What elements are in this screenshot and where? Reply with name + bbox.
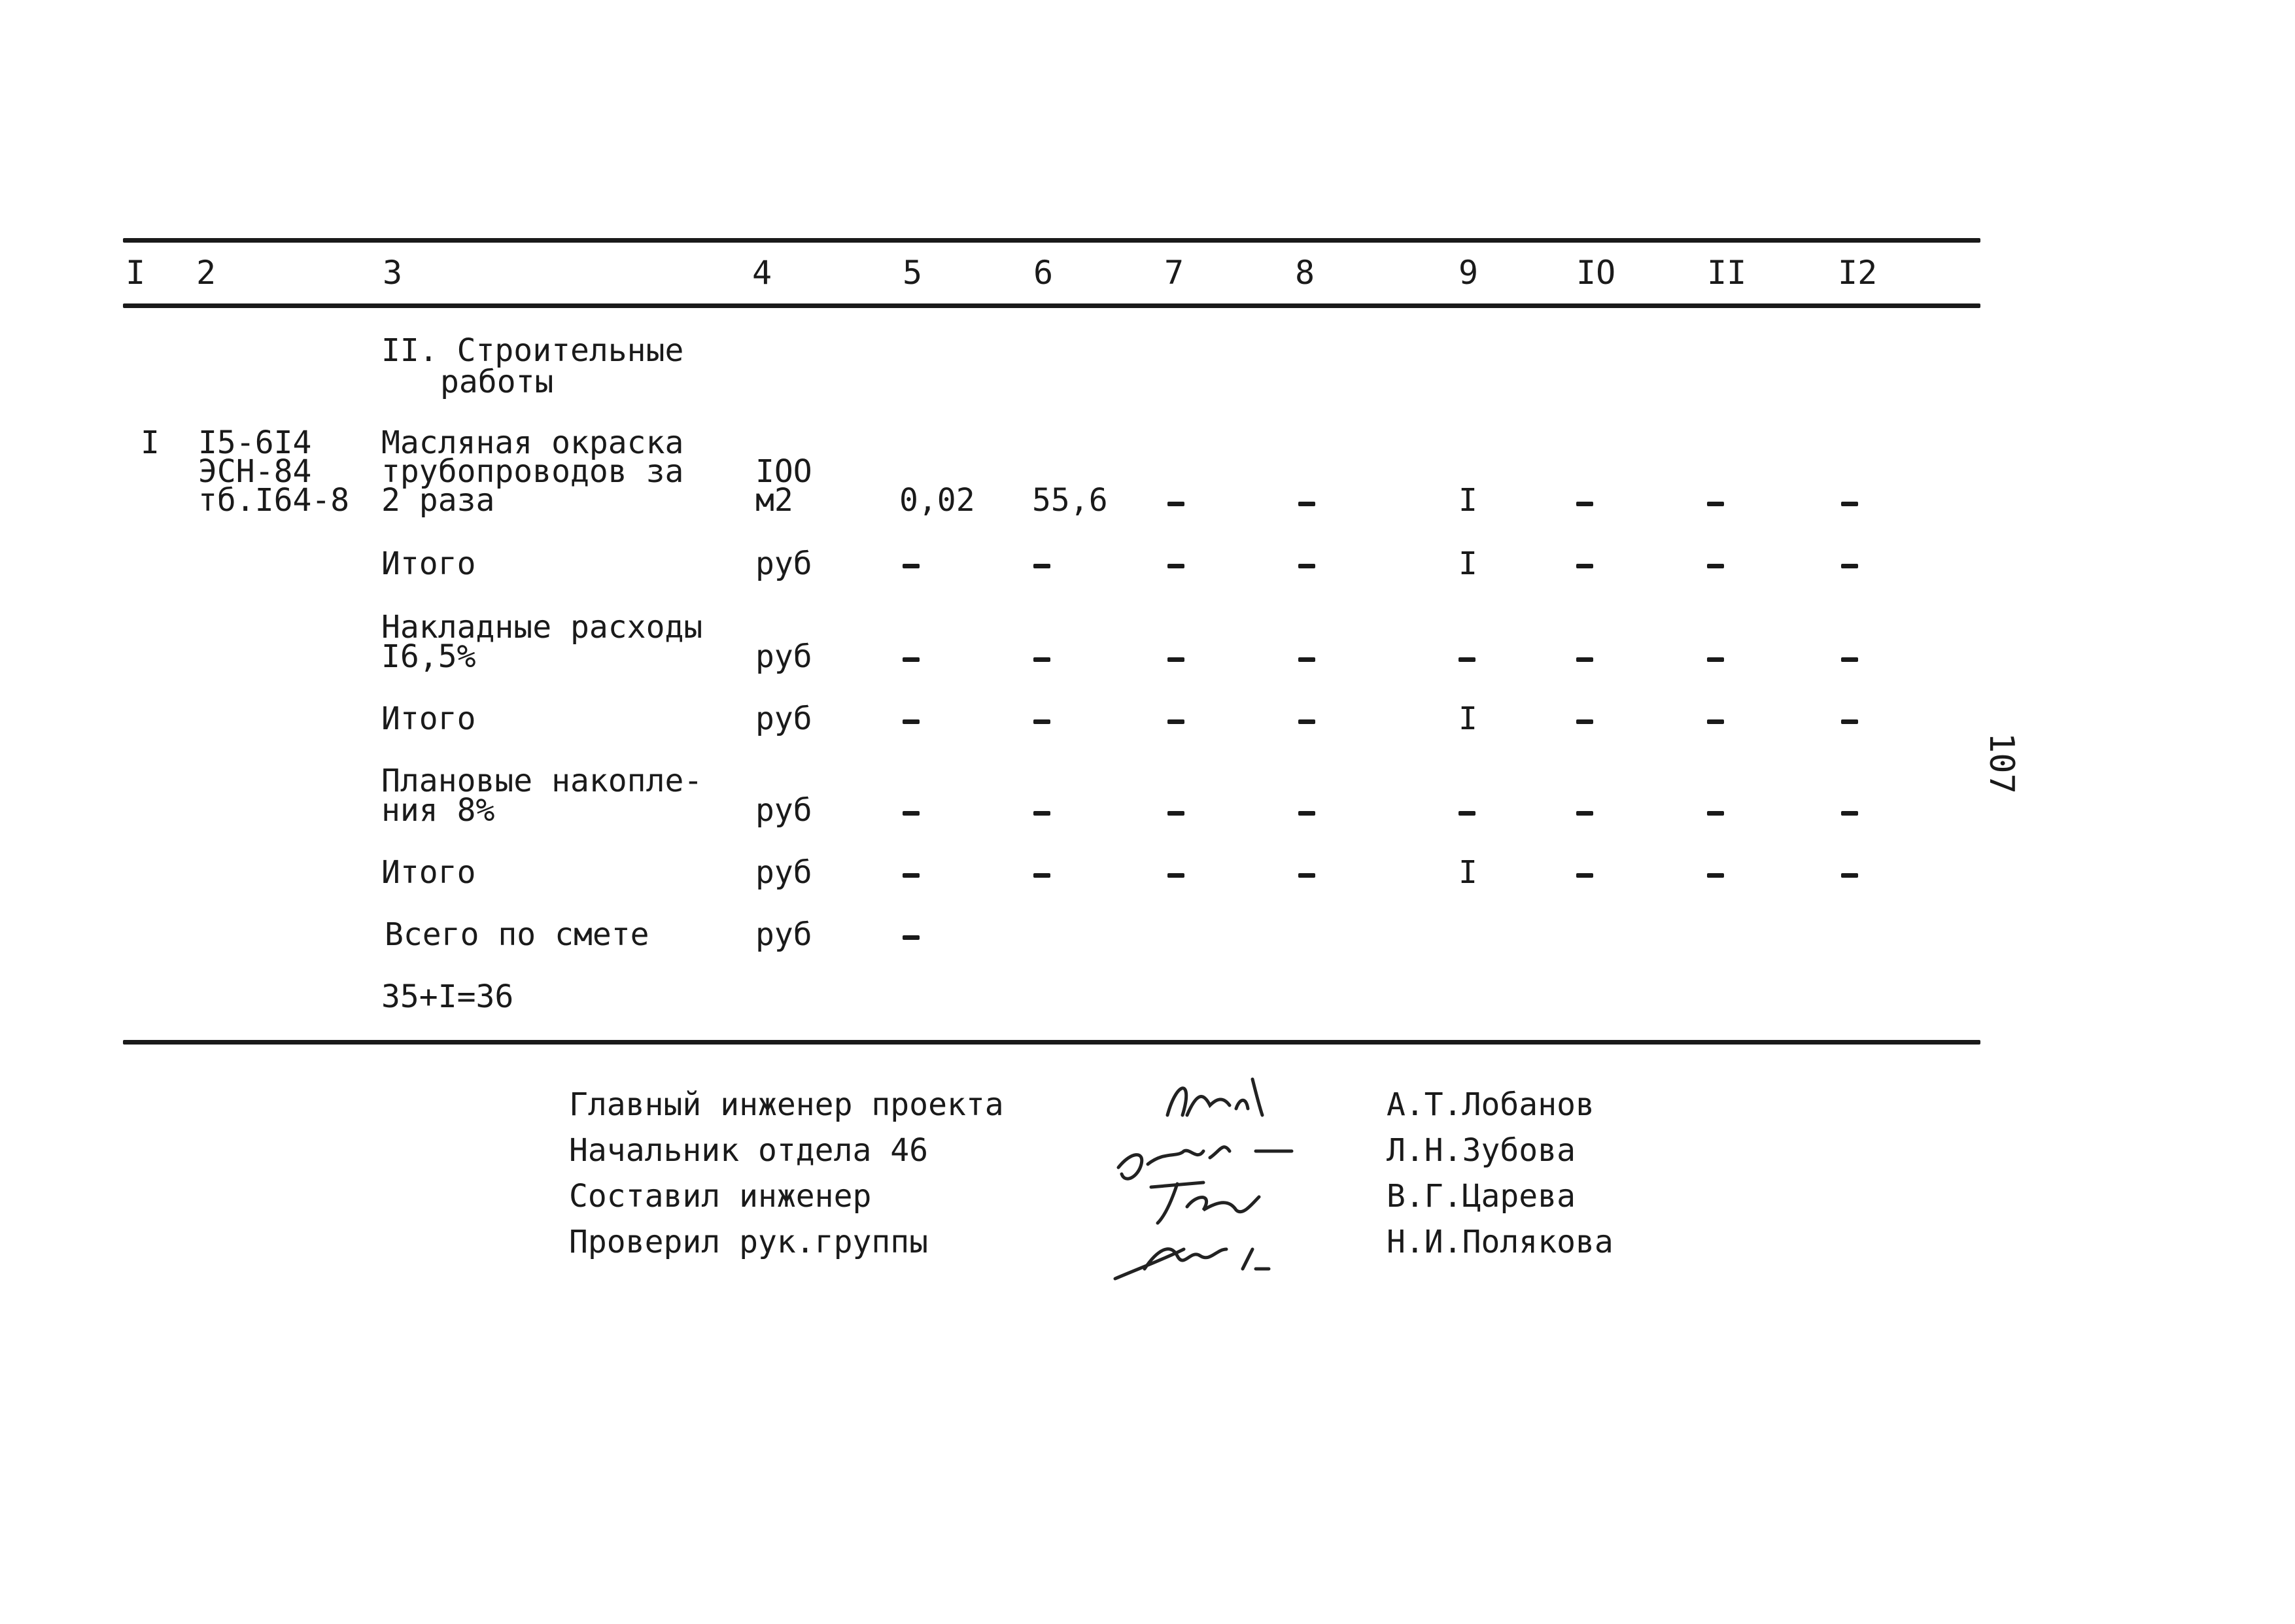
row-name-line: Итого bbox=[381, 545, 476, 582]
signature-name: А.Т.Лобанов bbox=[1387, 1086, 1595, 1123]
empty-dash bbox=[1033, 657, 1050, 662]
column-header: 5 bbox=[903, 254, 923, 292]
empty-dash bbox=[1298, 873, 1315, 878]
column-header: 4 bbox=[752, 254, 772, 292]
row-code-line: I5-6I4 bbox=[198, 424, 312, 461]
row-unit-line: руб bbox=[755, 638, 812, 675]
empty-dash bbox=[1707, 564, 1724, 568]
signature-role: Начальник отдела 46 bbox=[569, 1132, 929, 1169]
signature-name: В.Г.Царева bbox=[1387, 1178, 1576, 1215]
row-name-line: Плановые накопле- bbox=[381, 763, 703, 799]
column-header: 3 bbox=[383, 254, 403, 292]
empty-dash bbox=[1298, 719, 1315, 724]
column-header: I bbox=[126, 254, 146, 292]
empty-dash bbox=[903, 657, 920, 662]
section-title-line: II. Строительные bbox=[381, 332, 684, 369]
row-unit-line: руб bbox=[755, 854, 812, 891]
empty-dash bbox=[1707, 657, 1724, 662]
column-header: 6 bbox=[1033, 254, 1054, 292]
empty-dash bbox=[1707, 502, 1724, 506]
section-title-line: работы bbox=[440, 364, 554, 400]
empty-dash bbox=[1707, 719, 1724, 724]
empty-dash bbox=[1707, 811, 1724, 816]
signature-name: Н.И.Полякова bbox=[1387, 1224, 1613, 1260]
column-header: 7 bbox=[1164, 254, 1184, 292]
row-name-line: Масляная окраска bbox=[381, 424, 684, 461]
cell-col6: 55,6 bbox=[1032, 482, 1108, 519]
row-name-line: 2 раза bbox=[381, 482, 495, 519]
cell-col9: I bbox=[1458, 545, 1477, 582]
empty-dash bbox=[1033, 564, 1050, 568]
empty-dash bbox=[1033, 811, 1050, 816]
empty-dash bbox=[1033, 719, 1050, 724]
row-name-line: Итого bbox=[381, 700, 476, 737]
signature-name: Л.Н.Зубова bbox=[1387, 1132, 1576, 1169]
table-header-rule bbox=[123, 303, 1980, 308]
row-name-line: Накладные расходы bbox=[381, 609, 703, 646]
empty-dash bbox=[1458, 657, 1475, 662]
cell-col9: I bbox=[1458, 700, 1477, 737]
row-number: I bbox=[141, 424, 160, 461]
row-unit-line: м2 bbox=[755, 482, 793, 519]
row-name-line: ния 8% bbox=[381, 792, 495, 829]
empty-dash bbox=[1576, 719, 1593, 724]
empty-dash bbox=[1167, 657, 1184, 662]
row-name-line: 35+I=36 bbox=[381, 978, 514, 1015]
empty-dash bbox=[1458, 811, 1475, 816]
empty-dash bbox=[903, 873, 920, 878]
cell-col9: I bbox=[1458, 482, 1477, 519]
empty-dash bbox=[1841, 502, 1858, 506]
column-header: 2 bbox=[196, 254, 216, 292]
empty-dash bbox=[1841, 811, 1858, 816]
empty-dash bbox=[1576, 564, 1593, 568]
handwritten-signatures bbox=[1105, 1053, 1354, 1302]
row-unit-line: руб bbox=[755, 545, 812, 582]
row-name-line: трубопроводов за bbox=[381, 453, 684, 490]
empty-dash bbox=[1841, 564, 1858, 568]
row-unit-line: руб bbox=[755, 792, 812, 829]
signature-role: Главный инженер проекта bbox=[569, 1086, 1004, 1123]
empty-dash bbox=[1841, 719, 1858, 724]
empty-dash bbox=[903, 564, 920, 568]
cell-col9: I bbox=[1458, 854, 1477, 891]
column-header: 8 bbox=[1295, 254, 1315, 292]
row-name-line: Итого bbox=[381, 854, 476, 891]
row-unit-line: IOO bbox=[755, 453, 812, 490]
row-code-line: тб.I64-8 bbox=[198, 482, 350, 519]
empty-dash bbox=[1576, 657, 1593, 662]
empty-dash bbox=[1298, 811, 1315, 816]
column-header: II bbox=[1707, 254, 1747, 292]
signature-role: Проверил рук.группы bbox=[569, 1224, 929, 1260]
column-header: IO bbox=[1576, 254, 1616, 292]
empty-dash bbox=[1167, 502, 1184, 506]
empty-dash bbox=[1167, 719, 1184, 724]
row-name-line: Всего по смете bbox=[385, 916, 649, 953]
row-name-line: I6,5% bbox=[381, 638, 476, 675]
empty-dash bbox=[1707, 873, 1724, 878]
empty-dash bbox=[1298, 564, 1315, 568]
table-bottom-rule bbox=[123, 1040, 1980, 1045]
empty-dash bbox=[1841, 873, 1858, 878]
empty-dash bbox=[1298, 502, 1315, 506]
signature-role: Составил инженер bbox=[569, 1178, 872, 1215]
empty-dash bbox=[1298, 657, 1315, 662]
column-header: I2 bbox=[1838, 254, 1878, 292]
empty-dash bbox=[1576, 873, 1593, 878]
cell-col5: 0,02 bbox=[899, 482, 975, 519]
empty-dash bbox=[1167, 873, 1184, 878]
column-header: 9 bbox=[1458, 254, 1479, 292]
empty-dash bbox=[903, 719, 920, 724]
empty-dash bbox=[903, 811, 920, 816]
empty-dash bbox=[1576, 811, 1593, 816]
empty-dash bbox=[1033, 873, 1050, 878]
empty-dash bbox=[1167, 564, 1184, 568]
row-code-line: ЭСН-84 bbox=[198, 453, 312, 490]
row-unit-line: руб bbox=[755, 700, 812, 737]
empty-dash bbox=[1167, 811, 1184, 816]
empty-dash bbox=[1841, 657, 1858, 662]
page-number: 107 bbox=[1982, 733, 2021, 794]
table-top-rule bbox=[123, 238, 1980, 243]
empty-dash bbox=[1576, 502, 1593, 506]
row-unit-line: руб bbox=[755, 916, 812, 953]
empty-dash bbox=[903, 935, 920, 940]
